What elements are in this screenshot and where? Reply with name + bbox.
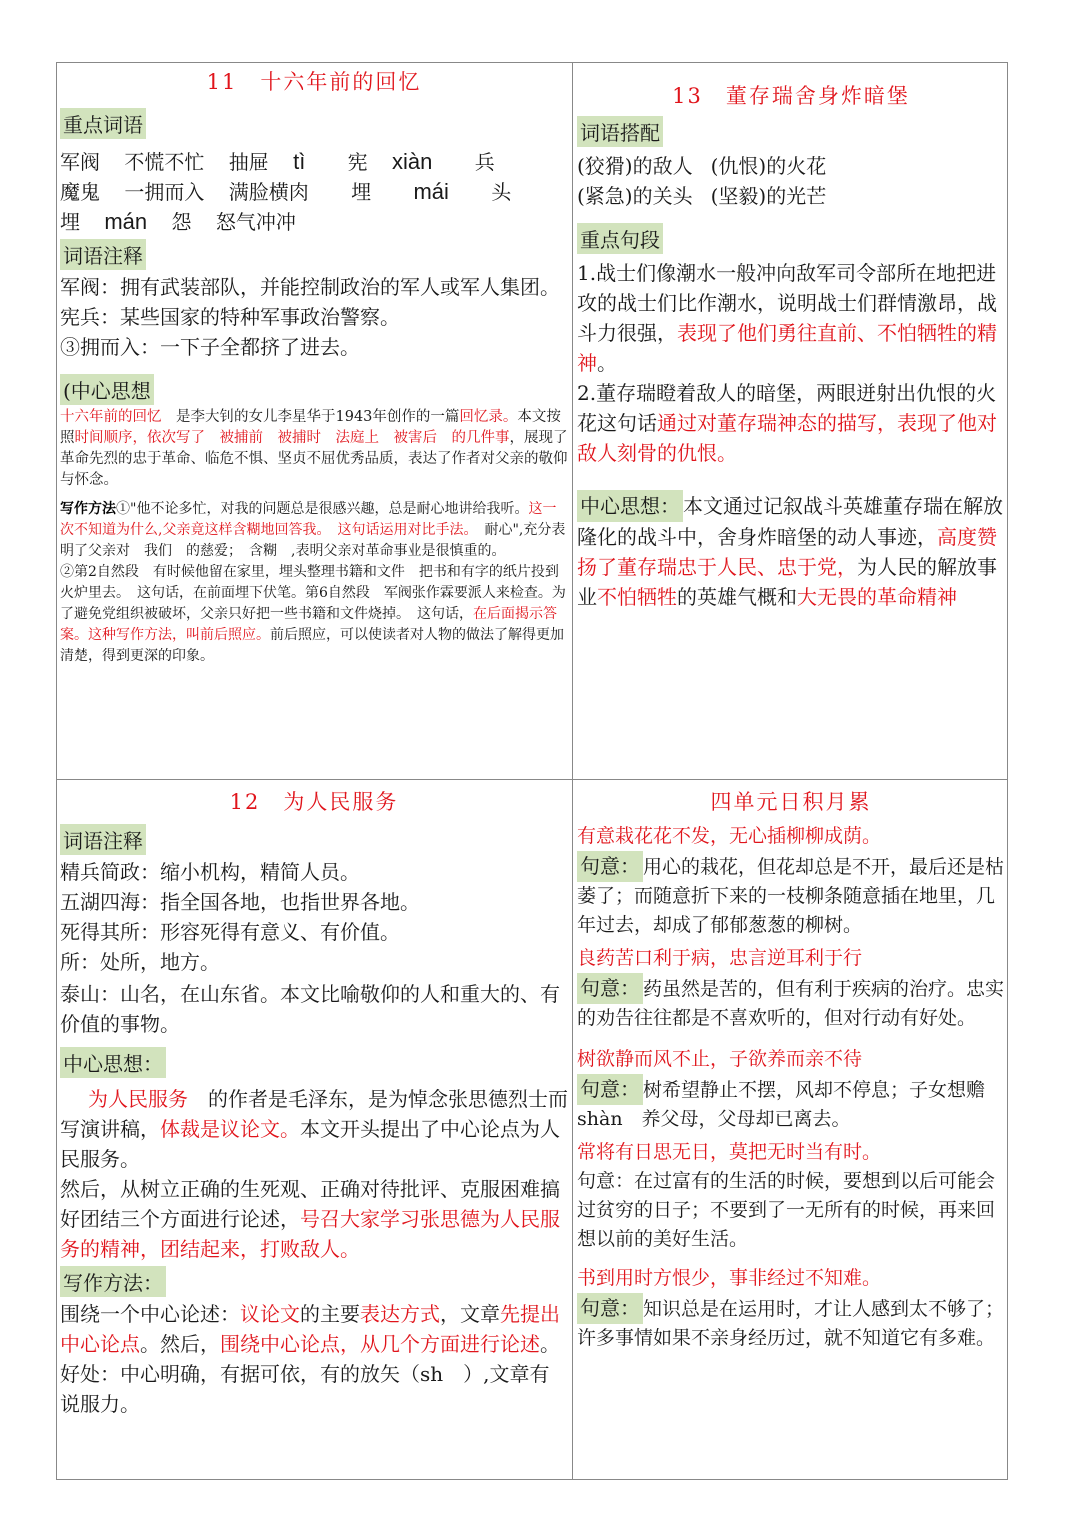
vocab-row: 军阀 不慌不忙 抽屉 tì 宪 xiàn 兵 — [60, 149, 495, 174]
saying: 树欲静而风不止，子欲养而亲不待 — [577, 1048, 863, 1070]
unit-4-title: 四单元日积月累 — [710, 790, 872, 814]
notes-tag: 词语注释 — [60, 239, 146, 270]
key-sentence-2: 2.董存瑞瞪着敌人的暗堡，两眼迸射出仇恨的火花这句话通过对董存瑞神态的描写，表现了他对敌人刻骨的仇恨。 — [577, 381, 997, 465]
collocation-tag: 词语搭配 — [577, 116, 663, 147]
note-item: 死得其所：形容死得有意义、有价值。 — [60, 920, 400, 944]
vocab-row: 埋 mán 怨 怒气冲冲 — [60, 209, 296, 234]
saying-meaning: 句意： 树希望静止不摆，风却不停息；子女想赡 shàn 养父母，父母却已离去。 — [577, 1074, 1005, 1134]
row-divider — [56, 779, 1008, 780]
lesson-13-title: 13 董存瑞舍身炸暗堡 — [672, 84, 910, 108]
saying-meaning: 句意： 药虽然是苦的，但有利于疾病的治疗。忠实的劝告往往都是不喜欢听的，但对行动有好处。 — [577, 973, 1005, 1033]
note-item: ③拥而入：一下子全都挤了进去。 — [60, 335, 360, 359]
lesson-13-center-text: 中心思想： 本文通过记叙战斗英雄董存瑞在解放隆化的战斗中，舍身炸暗堡的动人事迹，高度赞扬了董存瑞忠于人民、忠于党，为人民的解放事业不怕牺牲的英雄气概和大无畏的革命精神 — [577, 490, 1005, 612]
vocab-row: 魔鬼 一拥而入 满脸横肉 埋 mái 头 — [60, 179, 512, 204]
lesson-12-center-text-2: 然后，从树立正确的生死观、正确对待批评、克服困难搞好团结三个方面进行论述，号召大家学习张思德为人民服务的精神，团结起来，打败敌人。 — [60, 1177, 560, 1261]
vocab-tag: 重点词语 — [60, 108, 146, 139]
writing-method-text: 写作方法①"他不论多忙，对我的问题总是很感兴趣，总是耐心地讲给我听。这一次不知道为什么,父亲竟这样含糊地回答我。 这句话运用对比手法。 耐心",充分表明了父亲对 我们 的慈爱； 含糊 ,表明父亲对革命事业是很慎重的。 ②第2自然段 有时候他留在家里，埋头整理书籍和文件 把书和有字的纸片投到火炉里去。 这句话，在前面埋下伏笔。第6自然段 军阀张作霖要派人来检查。为了避免党组织被破坏，父亲只好把一些书籍和文件烧掉。 这句话，在后面揭示答案。这种写作方法，叫前后照应。前后照应，可以使读者对人物的做法了解得更加清楚，得到更深的印象。 — [60, 501, 566, 664]
lesson-12-title: 12 为人民服务 — [229, 790, 399, 814]
note-item: 所：处所，地方。 — [60, 950, 220, 974]
saying: 书到用时方恨少，事非经过不知难。 — [577, 1267, 882, 1289]
writing-method-tag: 写作方法： — [60, 1266, 166, 1297]
vocab-list — [60, 147, 568, 237]
note-item: 宪兵：某些国家的特种军事政治警察。 — [60, 305, 400, 329]
collocation-list: (狡猾)的敌人 (仇恨)的火花 (紧急)的关头 (坚毅)的光芒 — [577, 154, 827, 208]
unit-4-panel — [577, 782, 1005, 1476]
lesson-12-method-text: 围绕一个中心论述：议论文的主要表达方式，文章先提出中心论点。然后，围绕中心论点，从几个方面进行论述。好处：中心明确，有据可依，有的放矢（sh ）,文章有说服力。 — [60, 1302, 560, 1416]
saying-meaning: 句意：在过富有的生活的时候，要想到以后可能会过贫穷的日子；不要到了一无所有的时候，再来回想以前的美好生活。 — [577, 1170, 996, 1250]
lesson-13-panel — [577, 64, 1005, 777]
saying: 有意栽花花不发，无心插柳柳成荫。 — [577, 825, 882, 847]
saying: 良药苦口利于病，忠言逆耳利于行 — [577, 947, 863, 969]
lesson-11-title: 11 十六年前的回忆 — [206, 70, 422, 94]
center-idea-tag: 中心思想： — [577, 490, 683, 522]
key-sentences-tag: 重点句段 — [577, 223, 663, 254]
note-item: 五湖四海：指全国各地，也指世界各地。 — [60, 890, 420, 914]
center-idea-tag: (中心思想 — [60, 374, 154, 405]
writing-method-label: 写作方法 — [60, 501, 116, 517]
saying-meaning: 句意： 知识总是在运用时，才让人感到太不够了；许多事情如果不亲身经历过，就不知道它有多难。 — [577, 1293, 1005, 1353]
column-divider — [572, 62, 573, 1480]
saying: 常将有日思无日，莫把无时当有时。 — [577, 1141, 882, 1163]
center-idea-text: 十六年前的回忆 是李大钊的女儿李星华于1943年创作的一篇回忆录。本文按照时间顺序，依次写了 被捕前 被捕时 法庭上 被害后 的几件事，展现了革命先烈的忠于革命、临危不惧、坚贞不屈优秀品质，表达了作者对父亲的敬仰与怀念。 — [60, 409, 568, 488]
note-item: 精兵简政：缩小机构，精简人员。 — [60, 860, 360, 884]
lesson-11-panel — [60, 64, 568, 777]
note-item: 军阀：拥有武装部队，并能控制政治的军人或军人集团。 — [60, 275, 560, 299]
lesson-12-panel — [60, 782, 568, 1476]
note-item: 泰山：山名，在山东省。本文比喻敬仰的人和重大的、有价值的事物。 — [60, 982, 560, 1036]
center-idea-tag: 中心思想： — [60, 1047, 166, 1078]
notes-tag: 词语注释 — [60, 824, 146, 855]
lesson-12-center-text: 为人民服务 的作者是毛泽东，是为悼念张思德烈士而写演讲稿，体裁是议论文。本文开头提出了中心论点为人民服务。 — [60, 1087, 568, 1171]
key-sentence-1: 1.战士们像潮水一般冲向敌军司令部所在地把进攻的战士们比作潮水，说明战士们群情激昂，战斗力很强，表现了他们勇往直前、不怕牺牲的精神。 — [577, 261, 997, 375]
saying-meaning: 句意： 用心的栽花，但花却总是不开，最后还是枯萎了；而随意折下来的一枝柳条随意插在地里，几年过去，却成了郁郁葱葱的柳树。 — [577, 851, 1005, 940]
